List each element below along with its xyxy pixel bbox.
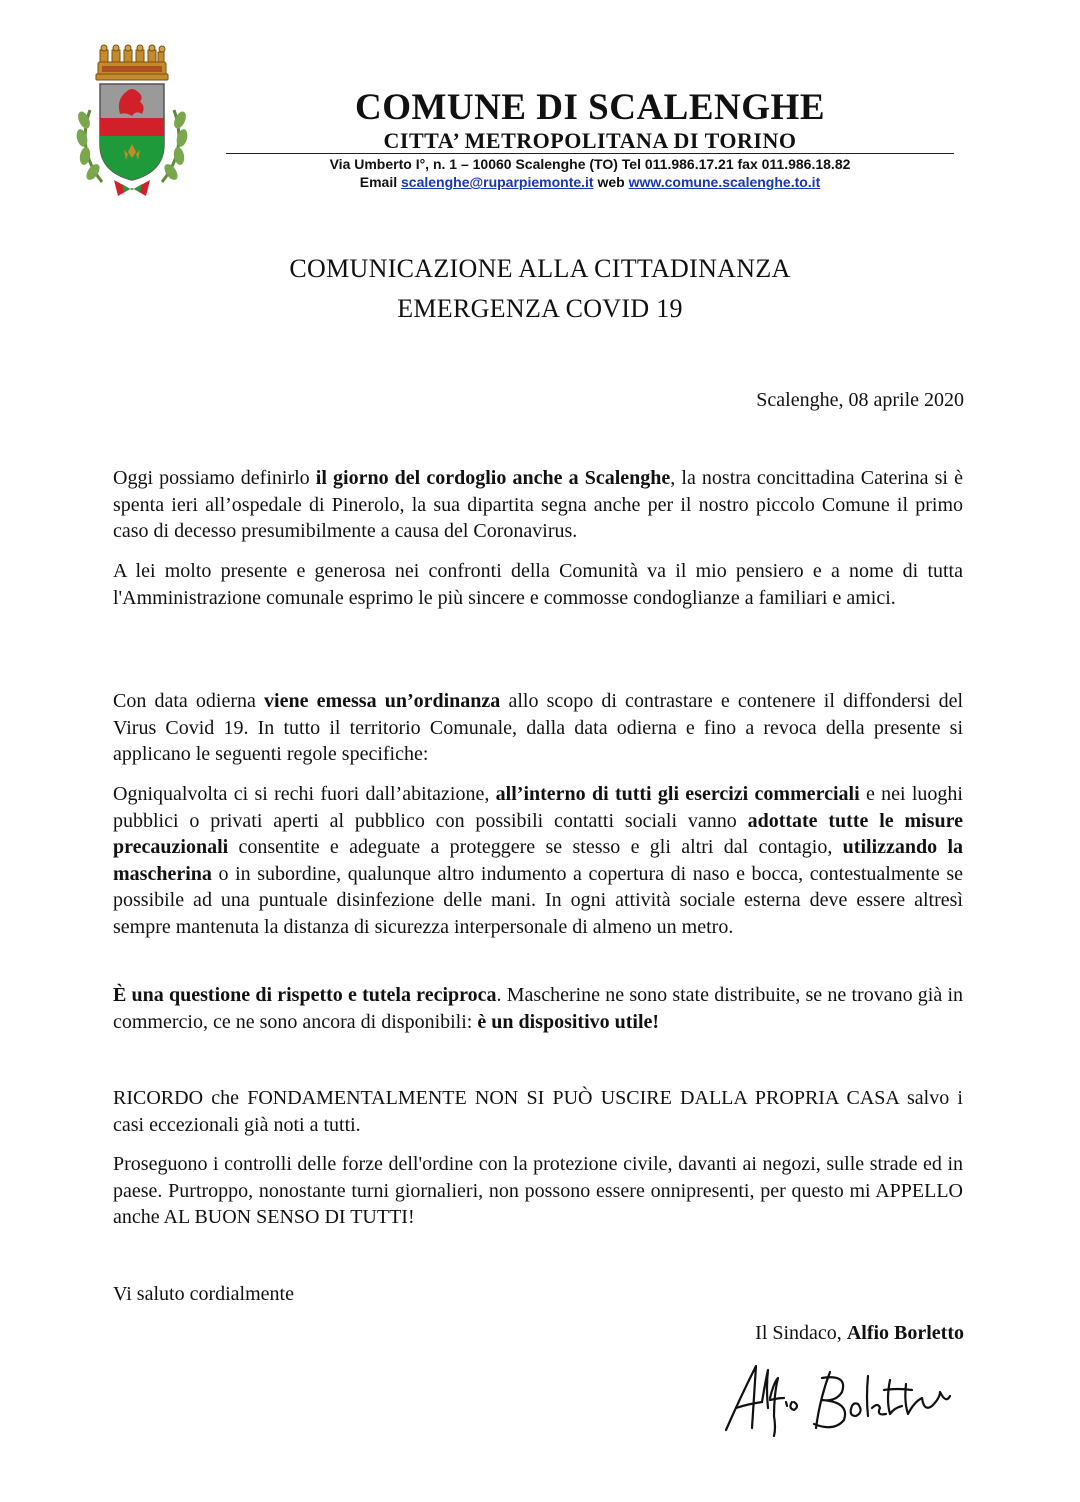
p1-text-c: , la nostra concittadina Caterina si è spenta ieri all’ospedale di Pinerolo, la sua dipartita segna anche per il nostro piccolo Comune il primo caso di decesso presumibilmente a causa del Coronavirus. bbox=[113, 467, 963, 543]
p4-text-e: consentite e adeguate a proteggere se stesso e gli altri dal contagio, bbox=[228, 836, 843, 859]
signatory-line bbox=[755, 1322, 964, 1345]
contact-line bbox=[225, 174, 955, 190]
paragraph-rules bbox=[113, 781, 963, 941]
email-link[interactable]: scalenghe@ruparpiemonte.it bbox=[401, 174, 594, 190]
signatory-role: Il Sindaco, bbox=[755, 1322, 847, 1344]
letterhead-divider bbox=[226, 153, 954, 154]
coat-of-arms-icon bbox=[72, 40, 192, 198]
p4-text-c: e nei luoghi pubblici o privati aperti al pubblico con possibili contatti sociali vanno bbox=[113, 783, 963, 832]
p1-bold: il giorno del cordoglio anche a Scalenghe bbox=[315, 467, 671, 489]
municipality-address: Via Umberto I°, n. 1 – 10060 Scalenghe (TO) Tel 011.986.17.21 fax 011.986.18.82 bbox=[329, 156, 851, 172]
signatory-name: Alfio Borletto bbox=[846, 1322, 964, 1344]
p1-text-a: Oggi possiamo definirlo bbox=[113, 467, 316, 489]
website-link[interactable]: www.comune.scalenghe.to.it bbox=[628, 174, 821, 190]
closing-greeting: Vi saluto cordialmente bbox=[113, 1283, 294, 1305]
p4-bold-1: all’interno di tutti gli esercizi commerciali bbox=[495, 783, 860, 805]
paragraph-condolence-intro bbox=[113, 465, 963, 545]
paragraph-stay-home: RICORDO che FONDAMENTALMENTE NON SI PUÒ USCIRE DALLA PROPRIA CASA salvo i casi eccezionali già noti a tutti. bbox=[113, 1087, 963, 1136]
p3-bold: viene emessa un’ordinanza bbox=[264, 690, 501, 712]
paragraph-controls: Proseguono i controlli delle forze dell'ordine con la protezione civile, davanti ai negozi, sulle strade ed in paese. Purtroppo, nonostante turni giornalieri, non possono essere onnipresenti, per questo mi APPELLO anche AL BUON SENSO DI TUTTI! bbox=[113, 1153, 963, 1229]
document-title-line-2: EMERGENZA COVID 19 bbox=[397, 294, 683, 323]
paragraph-condolences: A lei molto presente e generosa nei confronti della Comunità va il mio pensiero e a nome di tutta l'Amministrazione comunale esprimo le più sincere e commosse condoglianze a familiari e amici. bbox=[113, 560, 963, 609]
p5-bold-2: è un dispositivo utile! bbox=[477, 1010, 660, 1033]
municipality-name: COMUNE DI SCALENGHE bbox=[355, 87, 825, 128]
document-date: Scalenghe, 08 aprile 2020 bbox=[756, 389, 964, 411]
p4-text-g: o in subordine, qualunque altro indumento a copertura di naso e bocca, contestualmente se possibile ad una puntuale disinfezione delle mani. In ogni attività sociale esterna deve essere altresì sempre mantenuta la distanza di sicurezza interpersonale di almeno un metro. bbox=[113, 862, 963, 938]
paragraph-ordinance bbox=[113, 688, 963, 768]
p5-text-b: . Mascherine ne sono state distribuite, se ne trovano già in commercio, ce ne sono ancora di disponibili: bbox=[113, 984, 963, 1033]
p3-text-a: Con data odierna bbox=[113, 690, 265, 712]
p4-bold-2: adottate tutte le misure precauzionali bbox=[113, 809, 963, 859]
p4-text-a: Ogniqualvolta ci si rechi fuori dall’abitazione, bbox=[113, 783, 496, 805]
document-title-line-1: COMUNICAZIONE ALLA CITTADINANZA bbox=[289, 254, 791, 283]
p5-bold-1: È una questione di rispetto e tutela reciproca bbox=[113, 984, 497, 1006]
p4-bold-3: utilizzando la mascherina bbox=[113, 836, 963, 885]
email-label: Email bbox=[359, 174, 398, 190]
web-label: web bbox=[597, 174, 625, 190]
p3-text-c: allo scopo di contrastare e contenere il diffondersi del Virus Covid 19. In tutto il territorio Comunale, dalla data odierna e fino a revoca della presente si applicano le seguenti regole specifiche: bbox=[113, 690, 964, 766]
paragraph-masks bbox=[113, 982, 963, 1035]
metropolitan-city-subtitle: CITTA’ METROPOLITANA DI TORINO bbox=[383, 128, 797, 153]
handwritten-signature bbox=[718, 1358, 968, 1438]
